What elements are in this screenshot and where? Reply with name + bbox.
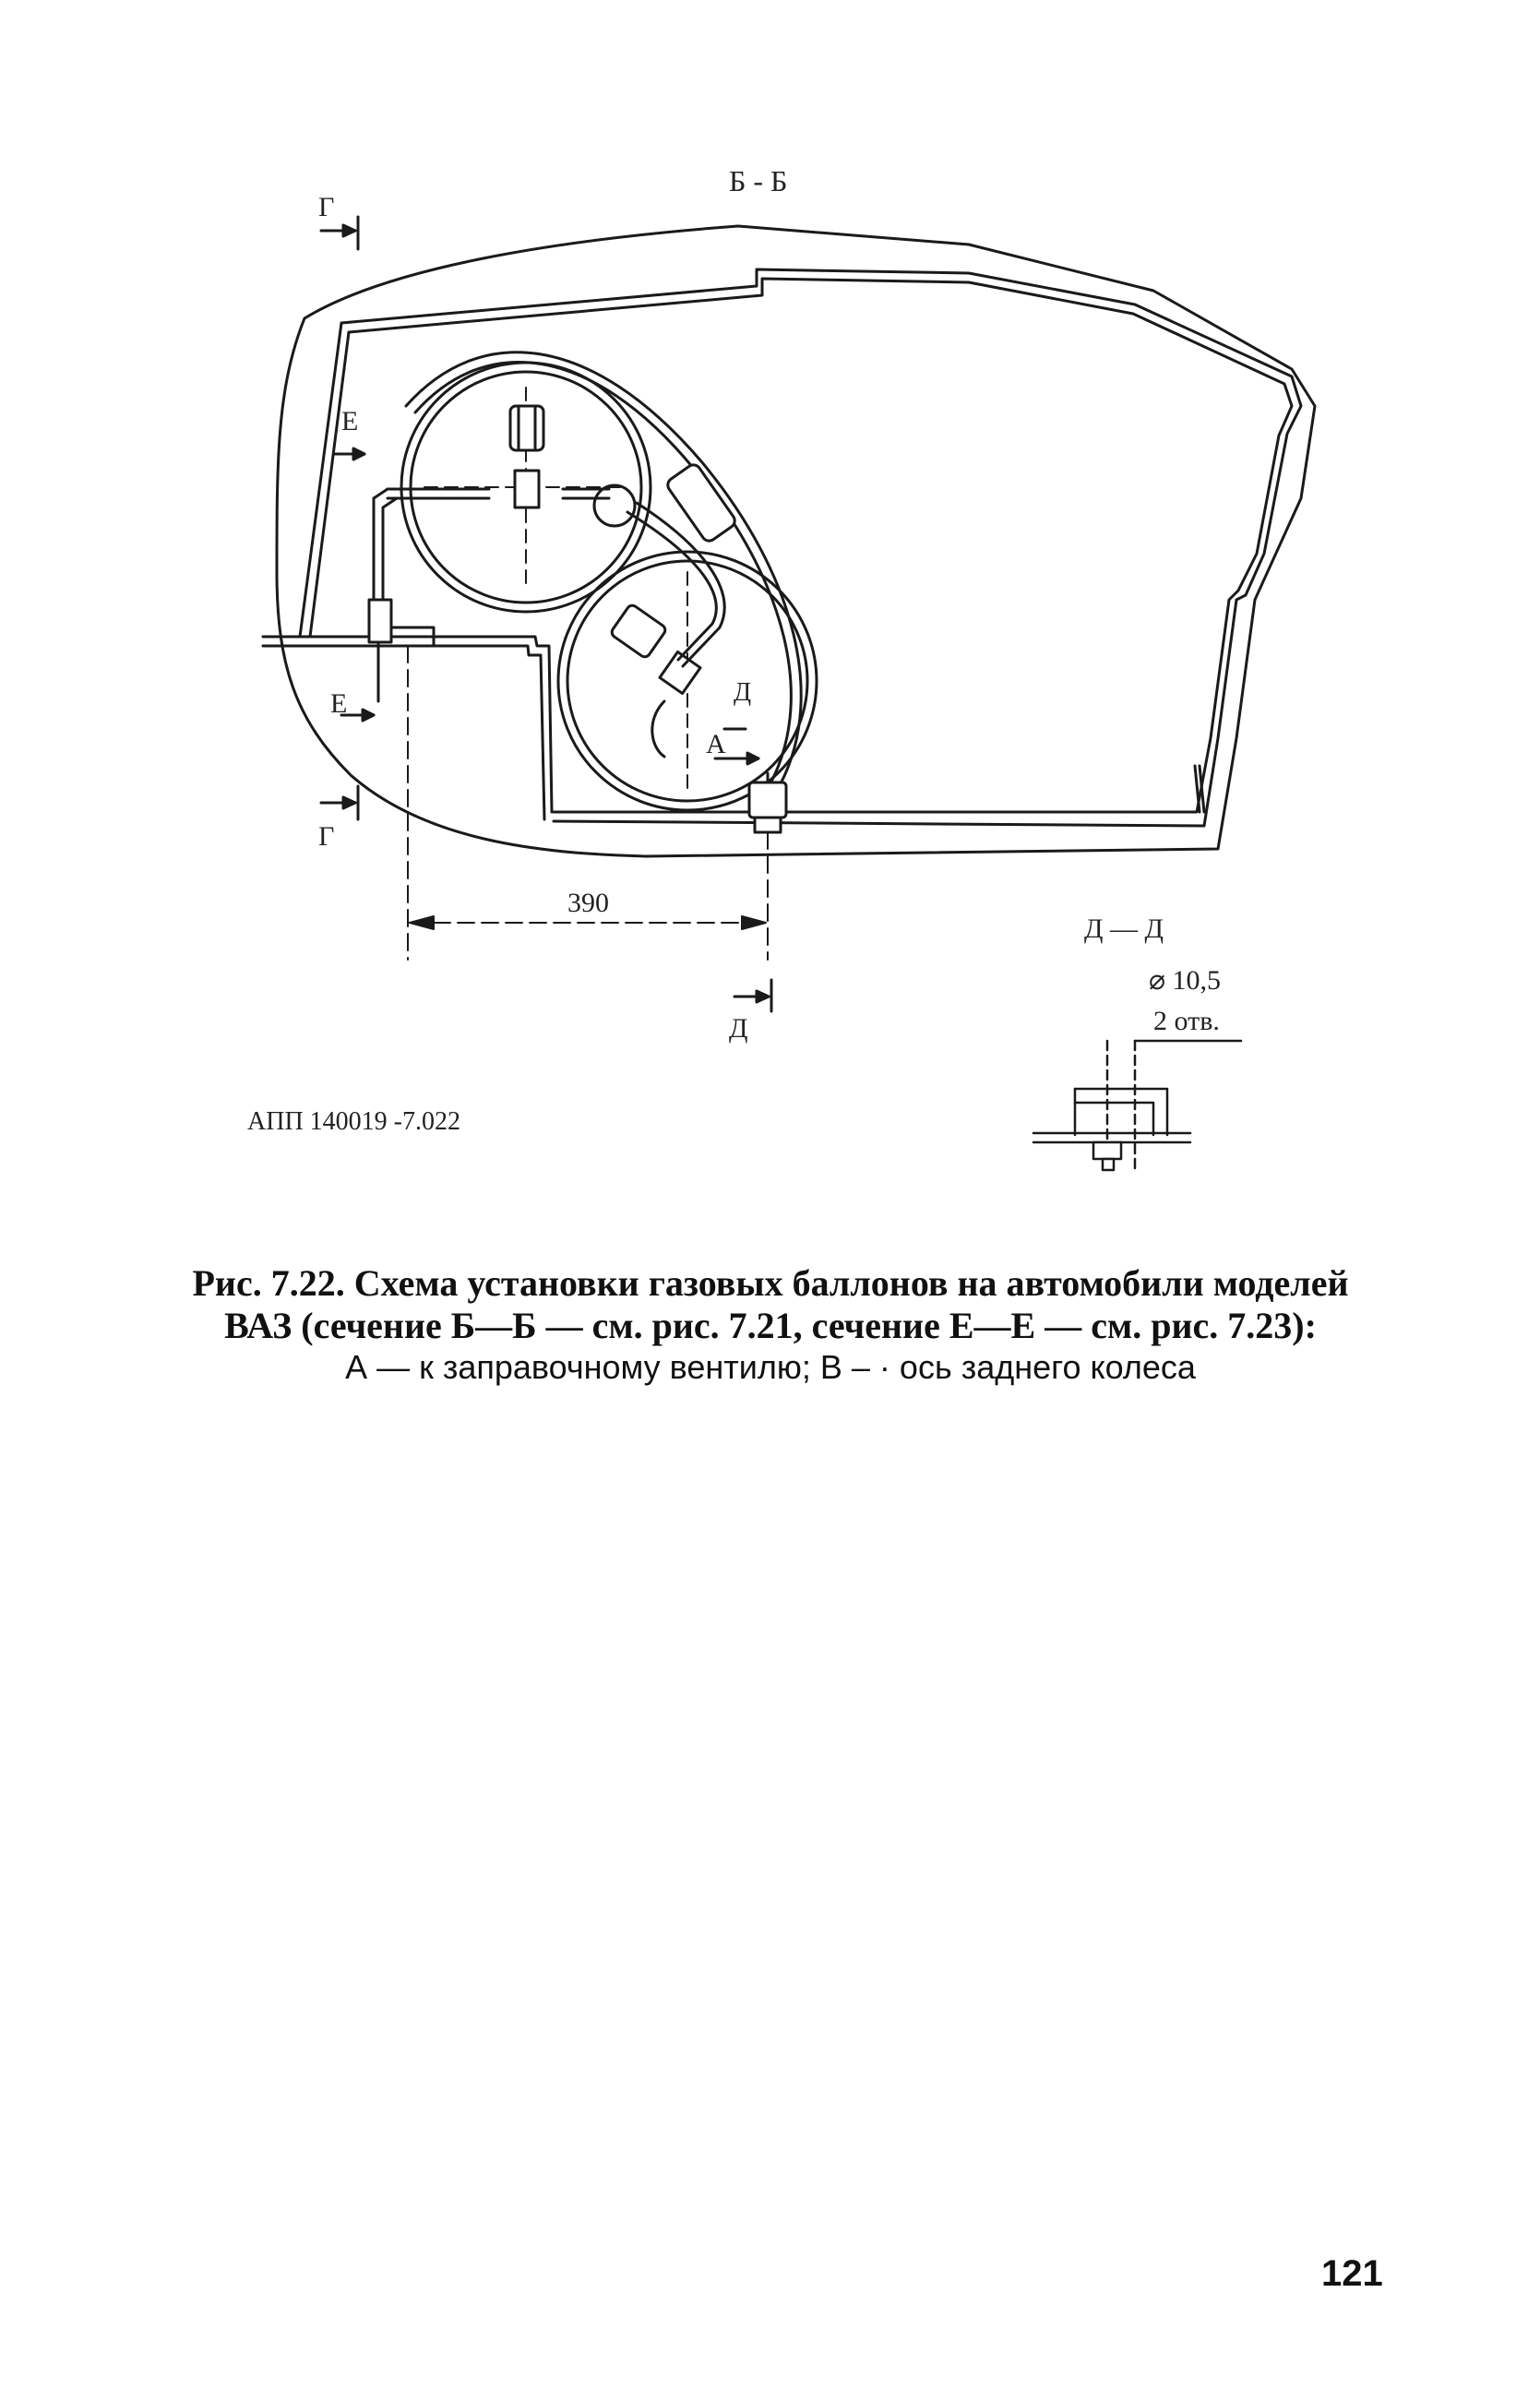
section-label-d-small: Д (734, 678, 752, 707)
trunk-panel (263, 269, 1301, 826)
caption-line-1: Рис. 7.22. Схема установки газовых баллонов на автомобили моделей (192, 1262, 1349, 1304)
dimension-label: 390 (567, 888, 609, 918)
caption-line-2: ВАЗ (сечение Б—Б — см. рис. 7.21, сечение Е—Е — см. рис. 7.23): (224, 1305, 1317, 1346)
valve-fitting (749, 773, 786, 832)
section-label-g-bottom: Г (318, 821, 335, 852)
body-outline (277, 226, 1315, 856)
section-title-bb: Б - Б (729, 164, 788, 197)
hole-count: 2 отв. (1153, 1006, 1220, 1036)
caption-line-3: А — к заправочному вентилю; В – · ось заднего колеса (345, 1348, 1196, 1386)
page-number: 121 (1321, 2253, 1383, 2294)
section-label-g-top: Г (318, 192, 335, 222)
drawing-code: АПП 140019 -7.022 (247, 1107, 460, 1136)
section-label-d-bottom: Д (729, 1013, 748, 1044)
figure-caption (157, 1262, 1384, 1388)
label-a: А (706, 729, 726, 759)
section-title-dd: Д — Д (1084, 913, 1164, 944)
section-label-e-top: Е (341, 406, 359, 436)
section-label-e-bottom: Е (330, 688, 348, 719)
lower-cylinder (558, 552, 817, 810)
section-dd-detail (1033, 1041, 1241, 1172)
hole-diameter: ⌀ 10,5 (1149, 965, 1222, 996)
